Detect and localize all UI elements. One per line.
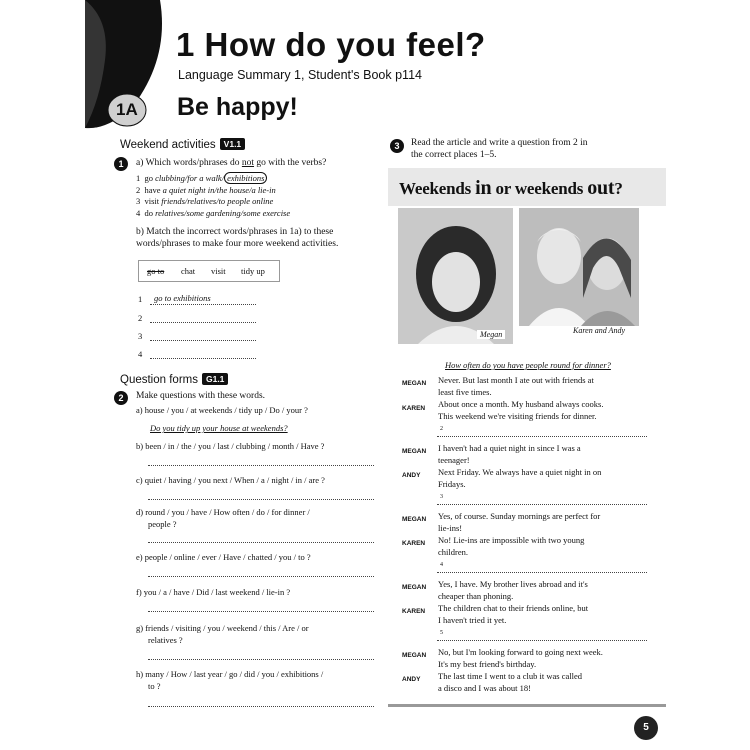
list-item: 4 do relatives/some gardening/some exercise [136,207,291,218]
article-title: Weekends in or weekends out? [399,177,623,199]
list-item: 3 visit friends/relatives/to people online [136,196,274,206]
exercise-2-number: 2 [114,391,128,405]
circled-answer: exhibitions [224,172,267,184]
list-item: 2 have a quiet night in/the house/a lie-in [136,184,276,195]
speaker-text: The last time I went to a club it was called a disco and I was about 18! [438,671,582,693]
blank-number: 5 [440,630,443,636]
speaker-label: ANDY [402,472,421,479]
grammar-tag: G1.1 [202,373,228,385]
unit-badge: 1A [116,100,138,119]
answer-number: 1 [138,294,143,304]
question-item: b) been / in / the / you / last / clubbing / month / Have ? [136,441,325,451]
speaker-label: MEGAN [402,448,427,455]
question-item: g) friends / visiting / you / weekend / this / Are / or [136,623,309,633]
speaker-label: KAREN [402,540,426,547]
answer-example: go to exhibitions [154,293,211,303]
speaker-text: No, but I'm looking forward to going next week. It's my best friend's birthday. [438,647,603,669]
answer-line[interactable] [148,499,374,500]
megan-portrait-graphic [398,208,513,344]
speaker-text: Never. But last month I ate out with friends at least five times. [438,375,594,397]
word-box-item: go to [147,266,165,276]
answer-line[interactable] [437,572,647,573]
answer-number: 3 [138,331,143,341]
answer-line[interactable] [148,542,374,543]
question-item-cont: to ? [148,681,161,691]
speaker-label: MEGAN [402,652,427,659]
blank-number: 2 [440,426,443,432]
exercise-3-prompt-line2: the correct places 1–5. [411,150,497,160]
list-item: 1 go clubbing/for a walk/ exhibitions [136,173,376,185]
question-item: f) you / a / have / Did / last weekend / lie-in ? [136,587,291,597]
answer-line[interactable] [437,640,647,641]
karen-andy-portrait-graphic [519,208,639,326]
page-title: 1 How do you feel? [176,26,486,63]
blank-number: 3 [440,494,443,500]
answer-line[interactable] [150,340,256,341]
speaker-text: Next Friday. We always have a quiet night in on Fridays. [438,467,602,489]
question-item: c) quiet / having / you next / When / a / night / in / are ? [136,475,325,485]
exercise-1b-prompt-line2: words/phrases to make four more weekend activities. [136,239,339,249]
answer-line[interactable] [437,504,647,505]
word-box-item: chat [181,266,196,276]
exercise-1-number: 1 [114,157,128,171]
karen-andy-photo [519,208,639,326]
word-box [138,260,280,282]
megan-photo [398,208,513,344]
exercise-3-number: 3 [390,139,404,153]
exercise-2-prompt: Make questions with these words. [136,391,266,401]
answer-line[interactable] [150,358,256,359]
answer-line[interactable] [150,322,256,323]
unit-title: Be happy! [177,93,298,121]
karen-andy-caption: Karen and Andy [573,326,625,335]
word-box-item: visit [211,266,226,276]
question-item: e) people / online / ever / Have / chatted / you / to ? [136,552,311,562]
speaker-label: KAREN [402,608,426,615]
question-item: h) many / How / last year / go / did / you / exhibitions / [136,669,324,679]
speaker-text: Yes, of course. Sunday mornings are perfect for lie-ins! [438,511,601,533]
speaker-label: MEGAN [402,516,427,523]
exercise-1a-list [136,173,376,219]
answer-line[interactable] [148,576,374,577]
blank-number: 4 [440,562,443,568]
first-question: How often do you have people round for dinner? [445,360,611,370]
word-box-item: tidy up [241,266,265,276]
weekend-activities-heading: Weekend activities V1.1 [120,138,245,151]
question-forms-heading: Question forms G1.1 [120,373,228,386]
megan-caption: Megan [477,330,505,339]
answer-line[interactable] [437,436,647,437]
answer-number: 4 [138,349,143,359]
speaker-text: About once a month. My husband always cooks. This weekend we're visiting friends for dinner. [438,399,604,421]
speaker-text: I haven't had a quiet night in since I was a teenager! [438,443,581,465]
answer-number: 2 [138,313,143,323]
question-item: d) round / you / have / How often / do / for dinner / [136,507,310,517]
answer-line[interactable] [148,611,374,612]
speaker-label: KAREN [402,405,426,412]
exercise-3-prompt-line1: Read the article and write a question from 2 in [411,138,588,148]
speaker-label: MEGAN [402,584,427,591]
question-item: a) house / you / at weekends / tidy up / Do / your ? [136,405,308,415]
answer-line[interactable] [148,465,374,466]
answer-line[interactable] [148,659,374,660]
answer-line[interactable] [148,706,374,707]
answer-line[interactable] [150,304,256,305]
speaker-label: ANDY [402,676,421,683]
vocab-tag: V1.1 [220,138,246,150]
speaker-text: The children chat to their friends online, but I haven't tried it yet. [438,603,589,625]
question-example: Do you tidy up your house at weekends? [150,423,288,433]
page-subtitle: Language Summary 1, Student's Book p114 [178,68,422,82]
article-bottom-rule [388,704,666,707]
speaker-text: No! Lie-ins are impossible with two young children. [438,535,585,557]
question-item-cont: relatives ? [148,635,183,645]
speaker-text: Yes, I have. My brother lives abroad and it's cheaper than phoning. [438,579,588,601]
exercise-1b-prompt-line1: b) Match the incorrect words/phrases in 1a) to these [136,227,334,237]
exercise-1a-prompt: a) Which words/phrases do not go with the verbs? [136,158,327,168]
question-item-cont: people ? [148,519,177,529]
page-number: 5 [634,716,658,740]
speaker-label: MEGAN [402,380,427,387]
